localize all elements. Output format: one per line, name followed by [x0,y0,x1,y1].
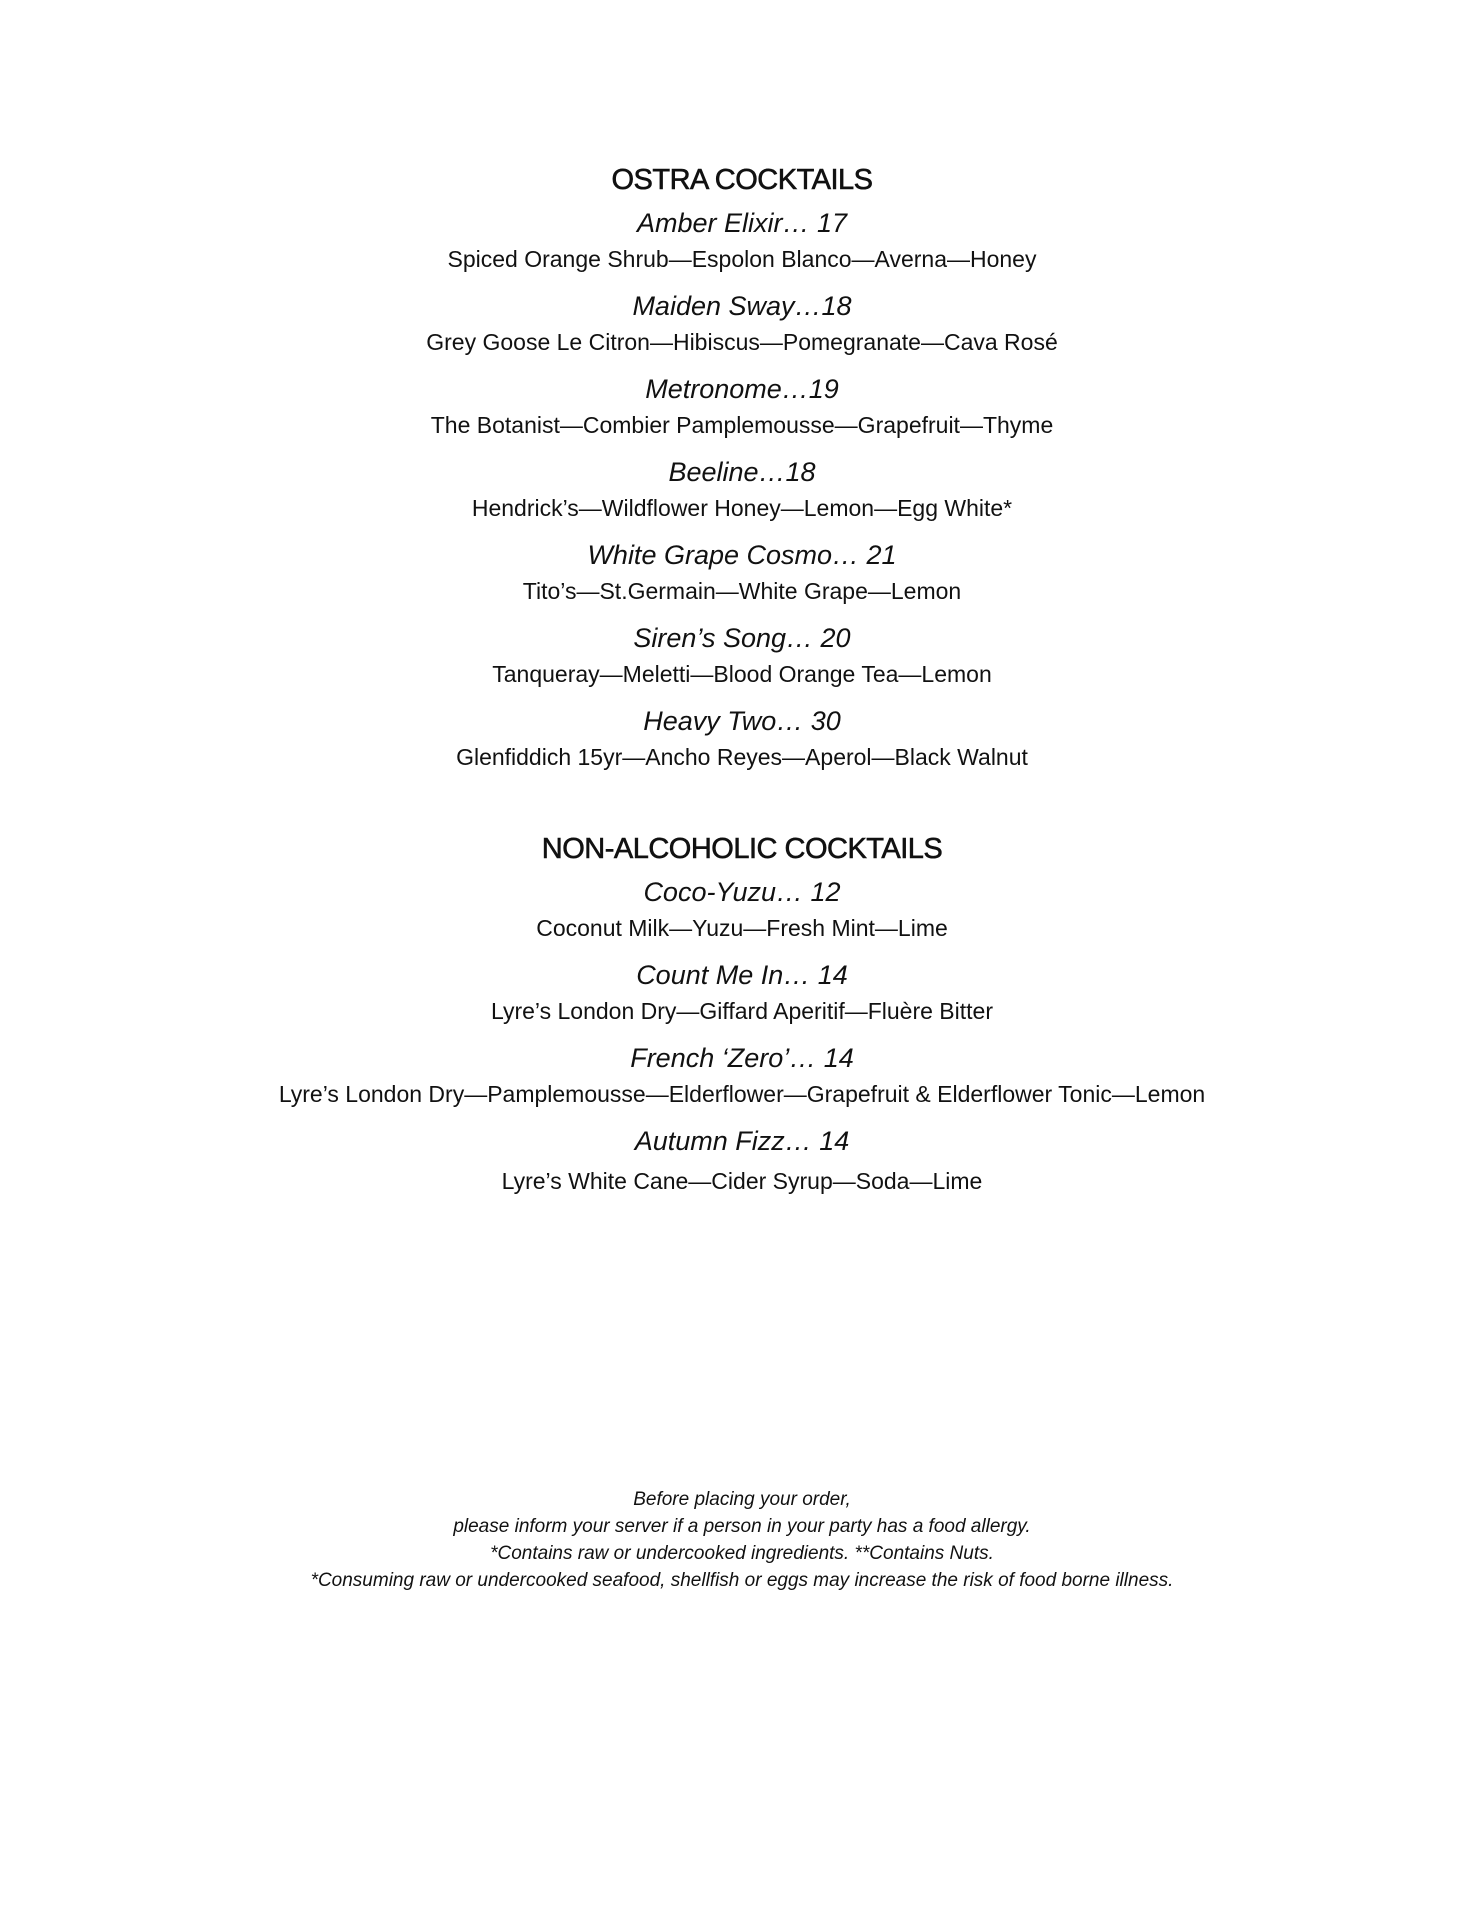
section-non-alcoholic-cocktails [0,829,1484,1198]
item-name: Coco-Yuzu… 12 [643,877,841,907]
section-title: OSTRA COCKTAILS [611,164,873,196]
menu-item [0,370,1484,442]
menu-item [0,956,1484,1028]
allergy-notice [0,1486,1484,1594]
item-name: French ‘Zero’… 14 [630,1043,854,1073]
notice-line: Before placing your order, [633,1489,851,1510]
item-name: Beeline…18 [668,457,816,487]
item-name: Siren’s Song… 20 [633,623,851,653]
item-description: Tito’s—St.Germain—White Grape—Lemon [522,578,962,604]
item-description: Coconut Milk—Yuzu—Fresh Mint—Lime [536,915,948,941]
item-name: Heavy Two… 30 [643,706,841,736]
item-description: Lyre’s London Dry—Pamplemousse—Elderflower—Grapefruit & Elderflower Tonic—Lemon [278,1081,1206,1107]
item-name: Count Me In… 14 [636,960,848,990]
menu [0,160,1484,1209]
notice-line: *Contains raw or undercooked ingredients. **Contains Nuts. [490,1543,994,1564]
item-name: Maiden Sway…18 [632,291,852,321]
menu-item [0,536,1484,608]
item-description: The Botanist—Combier Pamplemousse—Grapefruit—Thyme [430,412,1054,438]
notice-line: *Consuming raw or undercooked seafood, shellfish or eggs may increase the risk of food borne illness. [310,1570,1174,1591]
notice-line: please inform your server if a person in your party has a food allergy. [453,1516,1031,1537]
menu-item [0,204,1484,276]
menu-item [0,619,1484,691]
menu-item [0,873,1484,945]
item-name: White Grape Cosmo… 21 [587,540,897,570]
section-title: NON-ALCOHOLIC COCKTAILS [541,833,943,865]
menu-item [0,453,1484,525]
menu-item [0,1122,1484,1198]
section-ostra-cocktails [0,160,1484,774]
section-spacer [0,785,1484,829]
item-name: Amber Elixir… 17 [636,208,848,238]
menu-item [0,702,1484,774]
menu-item [0,287,1484,359]
item-name: Metronome…19 [645,374,839,404]
item-description: Grey Goose Le Citron—Hibiscus—Pomegranate—Cava Rosé [426,329,1058,355]
item-description: Spiced Orange Shrub—Espolon Blanco—Averna—Honey [447,246,1037,272]
item-description: Glenfiddich 15yr—Ancho Reyes—Aperol—Black Walnut [456,744,1028,770]
item-description: Lyre’s London Dry—Giffard Aperitif—Fluère Bitter [491,998,993,1024]
item-description: Tanqueray—Meletti—Blood Orange Tea—Lemon [492,661,992,687]
item-name: Autumn Fizz… 14 [634,1126,850,1156]
item-description: Lyre’s White Cane—Cider Syrup—Soda—Lime [501,1168,983,1194]
item-description: Hendrick’s—Wildflower Honey—Lemon—Egg White* [471,495,1013,521]
menu-item [0,1039,1484,1111]
